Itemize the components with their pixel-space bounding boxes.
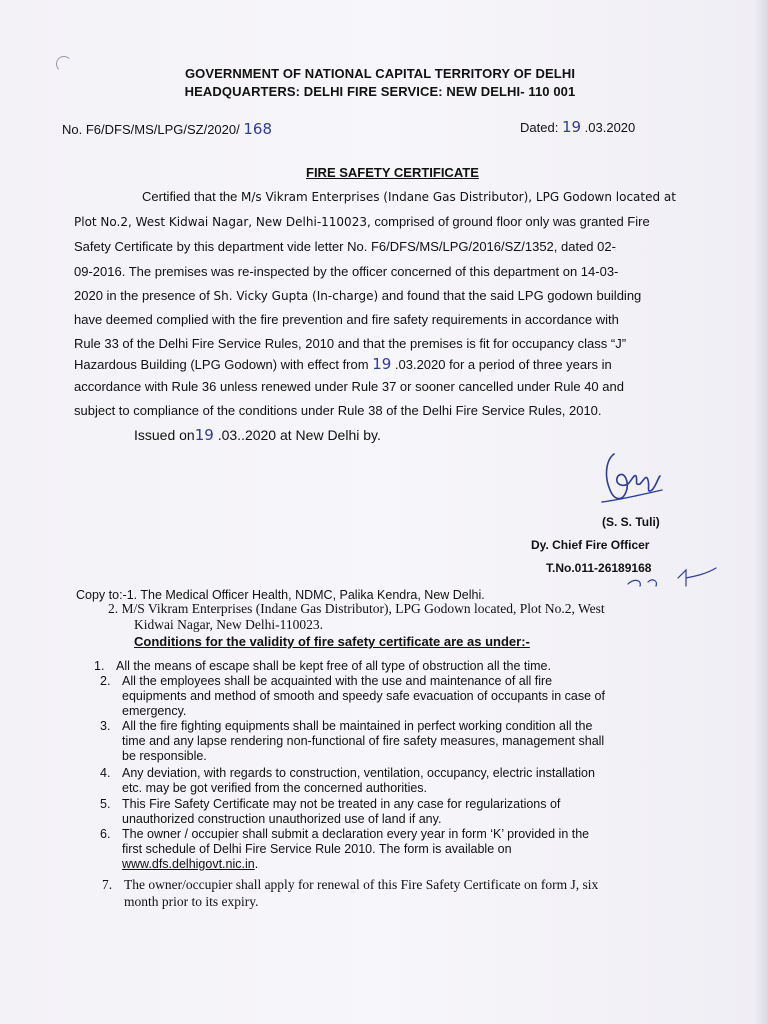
body-text: Plot No.2, West Kidwai Nagar, New Delhi-110023, (74, 215, 371, 229)
body-line-8 (74, 355, 612, 373)
body-text: Sh. Vicky Gupta (In-charge) (213, 289, 379, 303)
copy-to-line-3: Kidwai Nagar, New Delhi-110023. (134, 617, 324, 632)
body-line-9: accordance with Rule 36 unless renewed under Rule 37 or sooner cancelled under Rule 40 and (74, 379, 624, 394)
condition-line: This Fire Safety Certificate may not be treated in any case for regularizations of (122, 797, 561, 811)
issued-line (134, 426, 381, 444)
body-text: .03.2020 for a period of three years in (391, 357, 612, 372)
body-text: M/s Vikram Enterprises (Indane Gas Distributor), LPG Godown located at (241, 190, 676, 204)
body-text: and found that the said LPG godown building (378, 288, 642, 303)
dated-label: Dated: (520, 120, 559, 135)
condition-line: first schedule of Delhi Fire Service Rule 2010. The form is available on (122, 842, 512, 856)
copy-to-line-1: Copy to:-1. The Medical Officer Health, NDMC, Palika Kendra, New Delhi. (76, 588, 485, 602)
condition-item-4 (100, 766, 595, 796)
handwritten-annotation-mark (626, 564, 718, 592)
signatory-name: (S. S. Tuli) (602, 515, 660, 529)
handwritten-reference-number: 168 (243, 120, 272, 138)
dated-rest: .03.2020 (584, 120, 636, 135)
body-line-5 (74, 288, 641, 303)
condition-line: unauthorized construction unauthorized use of land if any. (122, 812, 442, 826)
condition-number: 2. (100, 674, 111, 688)
condition-line: emergency. (122, 704, 187, 718)
copy-to-line-2: 2. M/S Vikram Enterprises (Indane Gas Distributor), LPG Godown located, Plot No.2, West (108, 601, 605, 616)
handwritten-signature (584, 446, 674, 510)
condition-number: 1. (94, 659, 105, 673)
dated-line (520, 118, 635, 136)
condition-line: All the fire fighting equipments shall be maintained in perfect working condition all the (122, 719, 593, 733)
condition-item-5 (100, 797, 561, 827)
condition-item-6 (100, 827, 590, 872)
body-line-10: subject to compliance of the conditions under Rule 38 of the Delhi Fire Service Rules, 2010. (74, 403, 602, 418)
body-line-3: Safety Certificate by this department vide letter No. F6/DFS/MS/LPG/2016/SZ/1352, dated 02- (74, 239, 616, 254)
header-line-1: GOVERNMENT OF NATIONAL CAPITAL TERRITORY OF DELHI (184, 66, 576, 81)
condition-line: All the means of escape shall be kept free of all type of obstruction all the time. (116, 659, 551, 673)
link-trailing: . (254, 857, 259, 871)
header-line-2: HEADQUARTERS: DELHI FIRE SERVICE: NEW DELHI- 110 001 (184, 84, 576, 99)
signatory-designation: Dy. Chief Fire Officer (531, 538, 650, 552)
handwritten-effective-day: 19 (372, 355, 392, 373)
condition-number: 4. (100, 766, 111, 780)
issued-text: Issued on (134, 427, 195, 443)
dfs-website-link[interactable]: www.dfs.delhigovt.nic.in (122, 857, 255, 871)
handwritten-date-day: 19 (561, 118, 582, 136)
reference-number (62, 120, 272, 138)
body-line-4: 09-2016. The premises was re-inspected by the officer concerned of this department on 14-03- (74, 264, 619, 279)
body-line-1 (142, 189, 676, 204)
condition-line: The owner / occupier shall submit a declaration every year in form ‘K’ provided in the (122, 827, 590, 841)
reference-prefix: No. F6/DFS/MS/LPG/SZ/2020/ (62, 122, 240, 137)
condition-line: All the employees shall be acquainted with the use and maintenance of all fire (122, 674, 553, 688)
body-text: comprised of ground floor only was granted Fire (370, 214, 650, 229)
condition-line: time and any lapse rendering non-functional of fire safety measures, management shall (122, 734, 605, 748)
page-edge-shadow (754, 0, 768, 1024)
condition-line: be responsible. (122, 749, 207, 763)
condition-item-7 (102, 876, 599, 910)
condition-line: equipments and method of smooth and speedy safe evacuation of occupants in case of (122, 689, 605, 703)
body-line-2 (74, 214, 650, 229)
condition-line: Any deviation, with regards to construction, ventilation, occupancy, electric installation (122, 766, 595, 780)
condition-item-1 (94, 659, 551, 674)
condition-item-3 (100, 719, 605, 764)
condition-number: 3. (100, 719, 111, 733)
condition-number: 6. (100, 827, 111, 841)
issued-text: .03..2020 at New Delhi by. (213, 427, 381, 443)
condition-line: The owner/occupier shall apply for renewal of this Fire Safety Certificate on form J, six (124, 877, 599, 892)
condition-line: month prior to its expiry. (124, 894, 259, 909)
body-line-6: have deemed complied with the fire prevention and fire safety requirements in accordance with (74, 312, 619, 327)
body-line-7: Rule 33 of the Delhi Fire Service Rules, 2010 and that the premises is fit for occupancy class “J” (74, 336, 627, 351)
condition-item-2 (100, 674, 605, 719)
body-text: 2020 in the presence of (74, 288, 214, 303)
body-text: Hazardous Building (LPG Godown) with effect from (74, 357, 373, 372)
body-text: Certified that the (142, 189, 241, 204)
conditions-heading: Conditions for the validity of fire safety certificate are as under:- (134, 634, 530, 649)
condition-number: 5. (100, 797, 111, 811)
signatory-telephone: T.No.011-26189168 (546, 561, 652, 575)
condition-number: 7. (102, 877, 113, 892)
handwritten-issued-day: 19 (194, 426, 214, 444)
condition-line: etc. may be got verified from the concerned authorities. (122, 781, 428, 795)
certificate-title: FIRE SAFETY CERTIFICATE (306, 165, 479, 180)
